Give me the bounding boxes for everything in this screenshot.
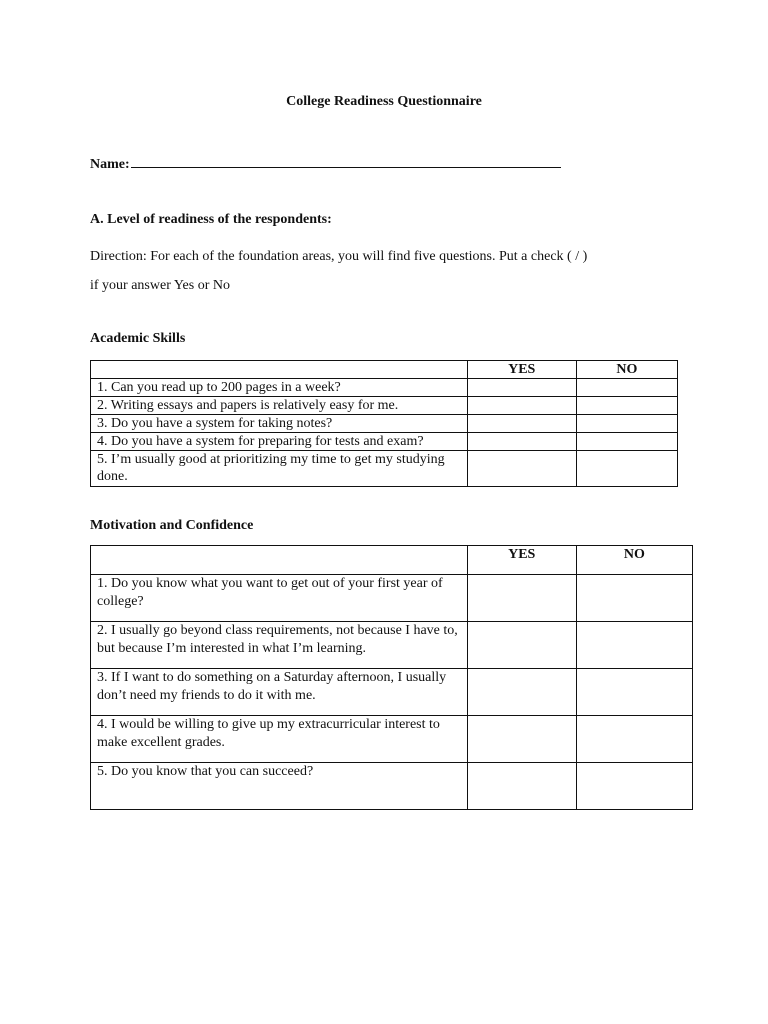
yes-checkbox-cell[interactable]	[467, 451, 576, 487]
question-cell: 1. Can you read up to 200 pages in a week?	[91, 379, 468, 397]
academic-skills-table	[90, 360, 678, 487]
academic-skills-heading: Academic Skills	[90, 331, 186, 346]
yes-checkbox-cell[interactable]	[467, 415, 576, 433]
no-checkbox-cell[interactable]	[576, 622, 692, 669]
question-cell: 4. I would be willing to give up my extracurricular interest to make excellent grades.	[91, 716, 468, 763]
no-checkbox-cell[interactable]	[576, 379, 677, 397]
name-label: Name:	[90, 157, 130, 172]
table-row	[91, 716, 693, 763]
no-checkbox-cell[interactable]	[576, 575, 692, 622]
question-header-cell	[91, 361, 468, 379]
yes-header: YES	[467, 546, 576, 575]
no-header: NO	[576, 546, 692, 575]
no-checkbox-cell[interactable]	[576, 716, 692, 763]
yes-checkbox-cell[interactable]	[467, 433, 576, 451]
yes-checkbox-cell[interactable]	[467, 397, 576, 415]
motivation-confidence-heading: Motivation and Confidence	[90, 518, 254, 533]
table-row	[91, 415, 678, 433]
yes-header: YES	[467, 361, 576, 379]
yes-checkbox-cell[interactable]	[467, 763, 576, 810]
question-cell: 3. If I want to do something on a Saturday afternoon, I usually don’t need my friends to do it with me.	[91, 669, 468, 716]
no-header: NO	[576, 361, 677, 379]
table-header-row	[91, 546, 693, 575]
table-row	[91, 669, 693, 716]
question-header-cell	[91, 546, 468, 575]
table-header-row	[91, 361, 678, 379]
name-field-row	[90, 153, 561, 173]
direction-line-2: if your answer Yes or No	[90, 278, 230, 293]
table-row	[91, 622, 693, 669]
no-checkbox-cell[interactable]	[576, 451, 677, 487]
table-row	[91, 763, 693, 810]
direction-line-1: Direction: For each of the foundation areas, you will find five questions. Put a check ( / )	[90, 249, 588, 264]
no-checkbox-cell[interactable]	[576, 763, 692, 810]
no-checkbox-cell[interactable]	[576, 433, 677, 451]
yes-checkbox-cell[interactable]	[467, 379, 576, 397]
table-row	[91, 433, 678, 451]
question-cell: 4. Do you have a system for preparing for tests and exam?	[91, 433, 468, 451]
question-cell: 2. Writing essays and papers is relatively easy for me.	[91, 397, 468, 415]
document-title: College Readiness Questionnaire	[286, 94, 482, 109]
no-checkbox-cell[interactable]	[576, 669, 692, 716]
question-cell: 1. Do you know what you want to get out of your first year of college?	[91, 575, 468, 622]
name-blank-line[interactable]	[131, 153, 561, 168]
yes-checkbox-cell[interactable]	[467, 575, 576, 622]
question-cell: 5. I’m usually good at prioritizing my time to get my studying done.	[91, 451, 468, 487]
no-checkbox-cell[interactable]	[576, 415, 677, 433]
question-cell: 3. Do you have a system for taking notes?	[91, 415, 468, 433]
motivation-confidence-table	[90, 545, 693, 810]
table-row	[91, 397, 678, 415]
question-cell: 2. I usually go beyond class requirements, not because I have to, but because I’m interested in what I’m learning.	[91, 622, 468, 669]
no-checkbox-cell[interactable]	[576, 397, 677, 415]
table-row	[91, 575, 693, 622]
section-a-heading: A. Level of readiness of the respondents:	[90, 212, 332, 227]
table-row	[91, 379, 678, 397]
yes-checkbox-cell[interactable]	[467, 716, 576, 763]
direction-text	[90, 242, 650, 300]
yes-checkbox-cell[interactable]	[467, 669, 576, 716]
table-row	[91, 451, 678, 487]
yes-checkbox-cell[interactable]	[467, 622, 576, 669]
question-cell: 5. Do you know that you can succeed?	[91, 763, 468, 810]
